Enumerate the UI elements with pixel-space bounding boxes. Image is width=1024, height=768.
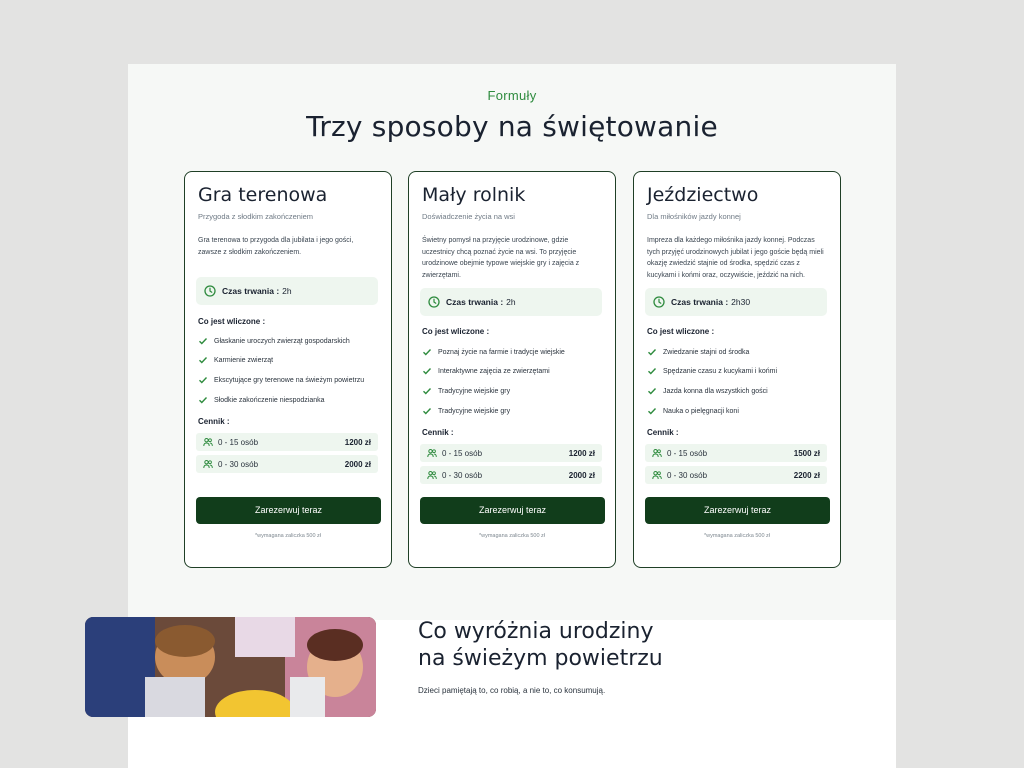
people-icon (427, 470, 437, 480)
included-item (422, 406, 510, 416)
included-item (198, 336, 350, 346)
price-people: 0 - 30 osób (442, 470, 483, 480)
check-icon (647, 406, 657, 416)
duration-box (196, 277, 378, 305)
pricing-label: Cennik : (647, 428, 679, 437)
why-title-line-1: Co wyróżnia urodziny (418, 619, 654, 644)
check-icon (198, 336, 208, 346)
clock-icon (204, 285, 216, 297)
included-item-label: Tradycyjne wiejskie gry (438, 407, 511, 415)
included-item-label: Poznaj życie na farmie i tradycje wiejskie (438, 348, 565, 356)
price-people: 0 - 30 osób (667, 470, 708, 480)
included-item-label: Jazda konna dla wszystkich gości (663, 387, 768, 395)
included-item (198, 395, 325, 405)
why-text: Dzieci pamiętają to, co robią, a nie to, co konsumują. (418, 686, 606, 695)
included-label: Co jest wliczone : (422, 327, 490, 336)
duration-value: 2h30 (731, 297, 751, 307)
included-item-label: Spędzanie czasu z kucykami i końmi (663, 367, 777, 375)
duration-label: Czas trwania : (222, 286, 280, 296)
card-description: Świetny pomysł na przyjęcie urodzinowe, gdzie uczestnicy chcą poznać życie na wsi. To przyjęcie urodzinowe obejmie typowe wiejskie gry i zajęcia z zwierzętami. (422, 237, 580, 279)
included-item (422, 386, 510, 396)
price-row (645, 466, 827, 484)
card-jezdziectwo (633, 171, 841, 568)
check-icon (422, 386, 432, 396)
card-title: Jeździectwo (647, 184, 759, 206)
included-item-label: Głaskanie uroczych zwierząt gospodarskich (214, 337, 350, 345)
price-amount: 1200 zł (568, 448, 595, 458)
card-subtitle: Dla miłośników jazdy konnej (647, 212, 741, 221)
duration-value: 2h (506, 297, 516, 307)
kids-photo-illustration (85, 617, 376, 717)
card-gra-terenowa (184, 171, 392, 568)
included-item (647, 406, 739, 416)
people-icon (652, 448, 662, 458)
kids-party-photo (85, 617, 376, 717)
card-subtitle: Doświadczenie życia na wsi (422, 212, 515, 221)
check-icon (198, 395, 208, 405)
people-icon (652, 470, 662, 480)
price-people: 0 - 15 osób (667, 448, 708, 458)
book-now-button[interactable]: Zarezerwuj teraz (420, 497, 605, 524)
pricing-label: Cennik : (198, 417, 230, 426)
price-people: 0 - 15 osób (442, 448, 483, 458)
check-icon (422, 347, 432, 357)
included-item (198, 375, 364, 385)
price-row (196, 455, 378, 473)
check-icon (647, 386, 657, 396)
included-item (198, 355, 273, 365)
duration-box (645, 288, 827, 316)
check-icon (647, 366, 657, 376)
price-amount: 1200 zł (344, 437, 371, 447)
section-title: Trzy sposoby na świętowanie (306, 110, 718, 143)
formulas-section (128, 64, 896, 620)
included-label: Co jest wliczone : (647, 327, 715, 336)
price-amount: 2000 zł (568, 470, 595, 480)
included-item (647, 347, 749, 357)
people-icon (427, 448, 437, 458)
card-title: Mały rolnik (422, 184, 526, 206)
included-item-label: Interaktywne zajęcia ze zwierzętami (438, 367, 550, 375)
included-item-label: Nauka o pielęgnacji koni (663, 407, 739, 415)
price-row (420, 466, 602, 484)
card-title: Gra terenowa (198, 184, 328, 206)
price-amount: 2200 zł (793, 470, 820, 480)
included-item (422, 347, 565, 357)
price-people: 0 - 15 osób (218, 437, 259, 447)
check-icon (198, 355, 208, 365)
duration-label: Czas trwania : (446, 297, 504, 307)
card-subtitle: Przygoda z słodkim zakończeniem (198, 212, 314, 221)
deposit-note: *wymagana zaliczka 500 zł (254, 533, 322, 539)
check-icon (647, 347, 657, 357)
included-item-label: Tradycyjne wiejskie gry (438, 387, 511, 395)
book-now-button[interactable]: Zarezerwuj teraz (196, 497, 381, 524)
included-label: Co jest wliczone : (198, 317, 266, 326)
people-icon (203, 459, 213, 469)
why-title-line-2: na świeżym powietrzu (418, 646, 663, 671)
duration-value: 2h (282, 286, 292, 296)
included-item-label: Ekscytujące gry terenowe na świeżym powietrzu (214, 376, 365, 384)
duration-box (420, 288, 602, 316)
price-row (420, 444, 602, 462)
included-item (422, 366, 550, 376)
deposit-note: *wymagana zaliczka 500 zł (478, 533, 546, 539)
people-icon (203, 437, 213, 447)
duration-label: Czas trwania : (671, 297, 729, 307)
included-item (647, 386, 768, 396)
check-icon (422, 366, 432, 376)
pricing-label: Cennik : (422, 428, 454, 437)
included-item-label: Karmienie zwierząt (214, 356, 274, 364)
check-icon (422, 406, 432, 416)
included-item (647, 366, 777, 376)
price-amount: 2000 zł (344, 459, 371, 469)
why-title (418, 618, 738, 672)
book-now-button[interactable]: Zarezerwuj teraz (645, 497, 830, 524)
deposit-note: *wymagana zaliczka 500 zł (703, 533, 771, 539)
price-people: 0 - 30 osób (218, 459, 259, 469)
price-row (645, 444, 827, 462)
included-item-label: Zwiedzanie stajni od środka (663, 348, 750, 356)
clock-icon (428, 296, 440, 308)
check-icon (198, 375, 208, 385)
included-item-label: Słodkie zakończenie niespodzianka (214, 396, 325, 404)
price-amount: 1500 zł (793, 448, 820, 458)
card-description: Impreza dla każdego miłośnika jazdy konnej. Podczas tych przyjęć urodzinowych jubilat i jego goście będą mieli okazję zwiedzić stajnie od środka, spędzić czas z kucykami i końmi oraz, oczywiście, jeździć na nich. (647, 237, 824, 279)
clock-icon (653, 296, 665, 308)
card-description: Gra terenowa to przygoda dla jubilata i jego gości, zawsze z słodkim zakończeniem. (198, 237, 354, 256)
price-row (196, 433, 378, 451)
section-eyebrow: Formuły (487, 88, 537, 103)
card-maly-rolnik (408, 171, 616, 568)
